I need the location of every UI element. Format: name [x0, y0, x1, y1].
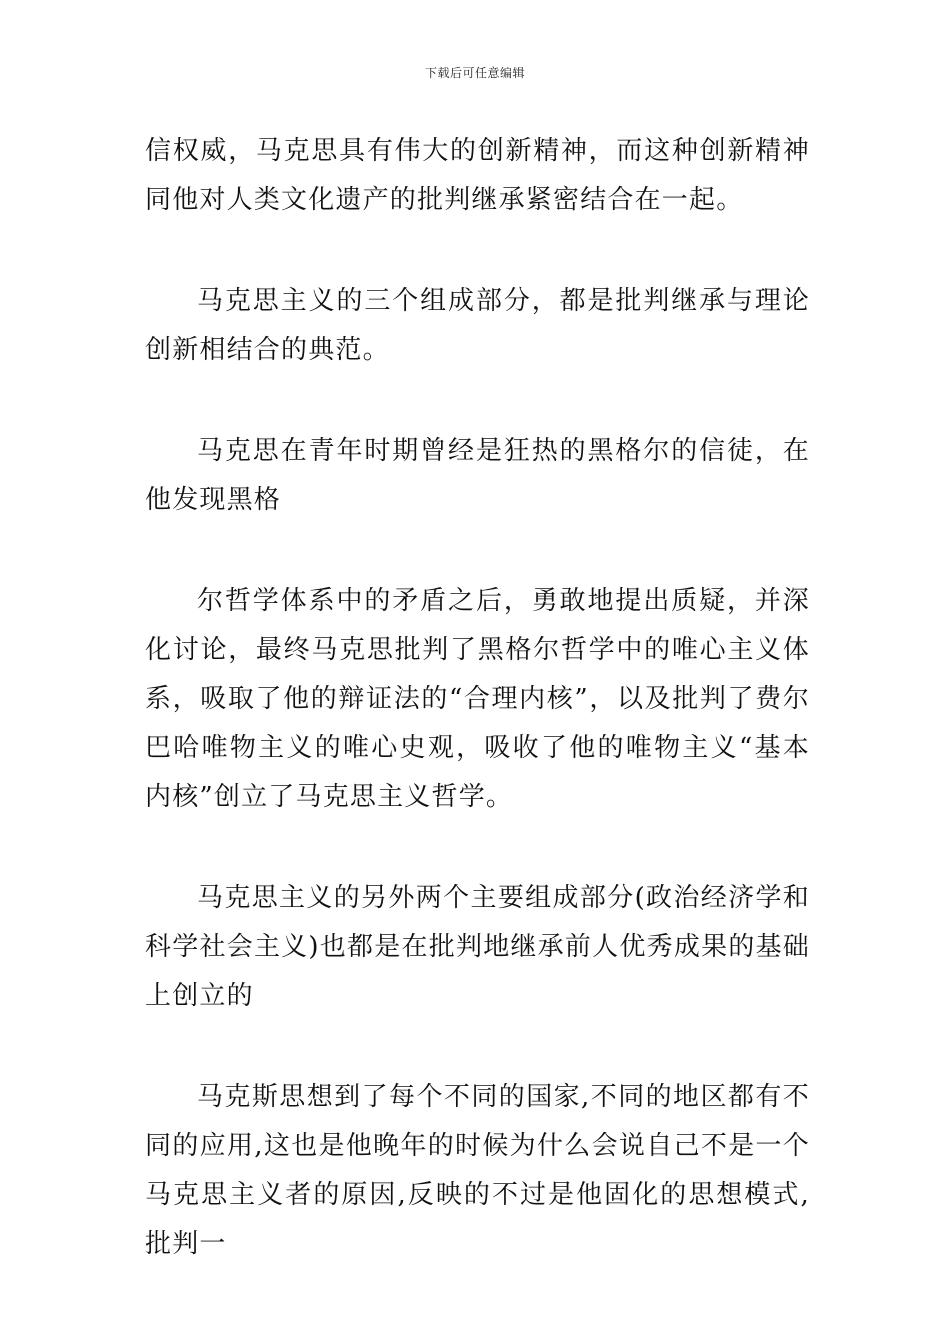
paragraph-5: 马克思主义的另外两个主要组成部分(政治经济学和科学社会主义)也都是在批判地继承前人优秀成果的基础上创立的: [145, 883, 810, 1011]
paragraph-4: 尔哲学体系中的矛盾之后，勇敢地提出质疑，并深化讨论，最终马克思批判了黑格尔哲学中的唯心主义体系，吸取了他的辩证法的“合理内核”，以及批判了费尔巴哈唯物主义的唯心史观，吸收了他的唯物主义“基本内核”创立了马克思主义哲学。: [145, 586, 810, 812]
page-header: 下载后可任意编辑: [424, 66, 525, 80]
document-body: [145, 127, 810, 1321]
paragraph-1: 信权威，马克思具有伟大的创新精神，而这种创新精神同他对人类文化遗产的批判继承紧密结合在一起。: [145, 136, 810, 215]
paragraph-3: 马克思在青年时期曾经是狂热的黑格尔的信徒，在他发现黑格: [145, 436, 810, 515]
paragraph-6: 马克斯思想到了每个不同的国家,不同的地区都有不同的应用,这也是他晚年的时候为什么会说自己不是一个马克思主义者的原因,反映的不过是他固化的思想模式,批判一: [145, 1082, 810, 1259]
paragraph-2: 马克思主义的三个组成部分，都是批判继承与理论创新相结合的典范。: [145, 286, 810, 365]
